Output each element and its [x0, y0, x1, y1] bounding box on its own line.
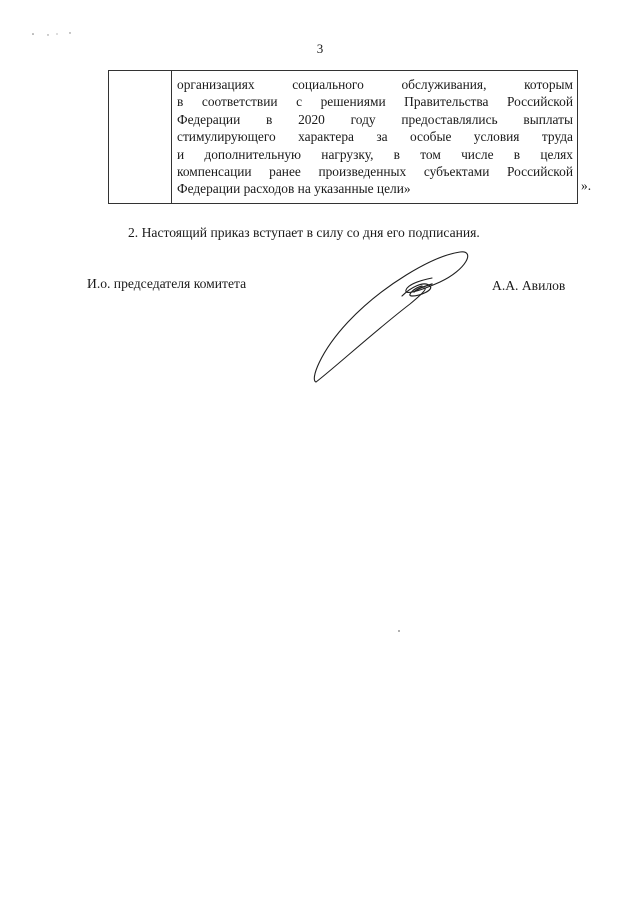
scan-artifact-specks: [30, 30, 90, 38]
page-number: 3: [316, 41, 324, 56]
scan-artifact-dot: [398, 630, 400, 632]
signer-title: И.о. председателя комитета: [87, 276, 247, 291]
clause-2-paragraph: 2. Настоящий приказ вступает в силу со дня его подписания.: [128, 225, 480, 240]
table-number-cell: [109, 71, 172, 203]
table-text-line: и дополнительную нагрузку, в том числе в целях: [177, 146, 573, 162]
table-text-line: Федерации в 2020 году предоставлялись выплаты: [177, 111, 573, 127]
table-text-line: в соответствии с решениями Правительства Российской: [177, 94, 573, 110]
signer-name: А.А. Авилов: [492, 278, 566, 293]
table-text-line: компенсации ранее произведенных субъектами Российской: [177, 164, 573, 180]
table-text-line: организациях социального обслуживания, которым: [177, 77, 573, 92]
table-row-frame: [108, 70, 578, 204]
table-description-cell: [177, 76, 573, 198]
table-text-line: Федерации расходов на указанные цели»: [177, 181, 411, 197]
table-text-line: стимулирующего характера за особые условия труда: [177, 129, 573, 145]
closing-quote: ».: [581, 178, 592, 193]
handwritten-signature: [290, 230, 510, 400]
